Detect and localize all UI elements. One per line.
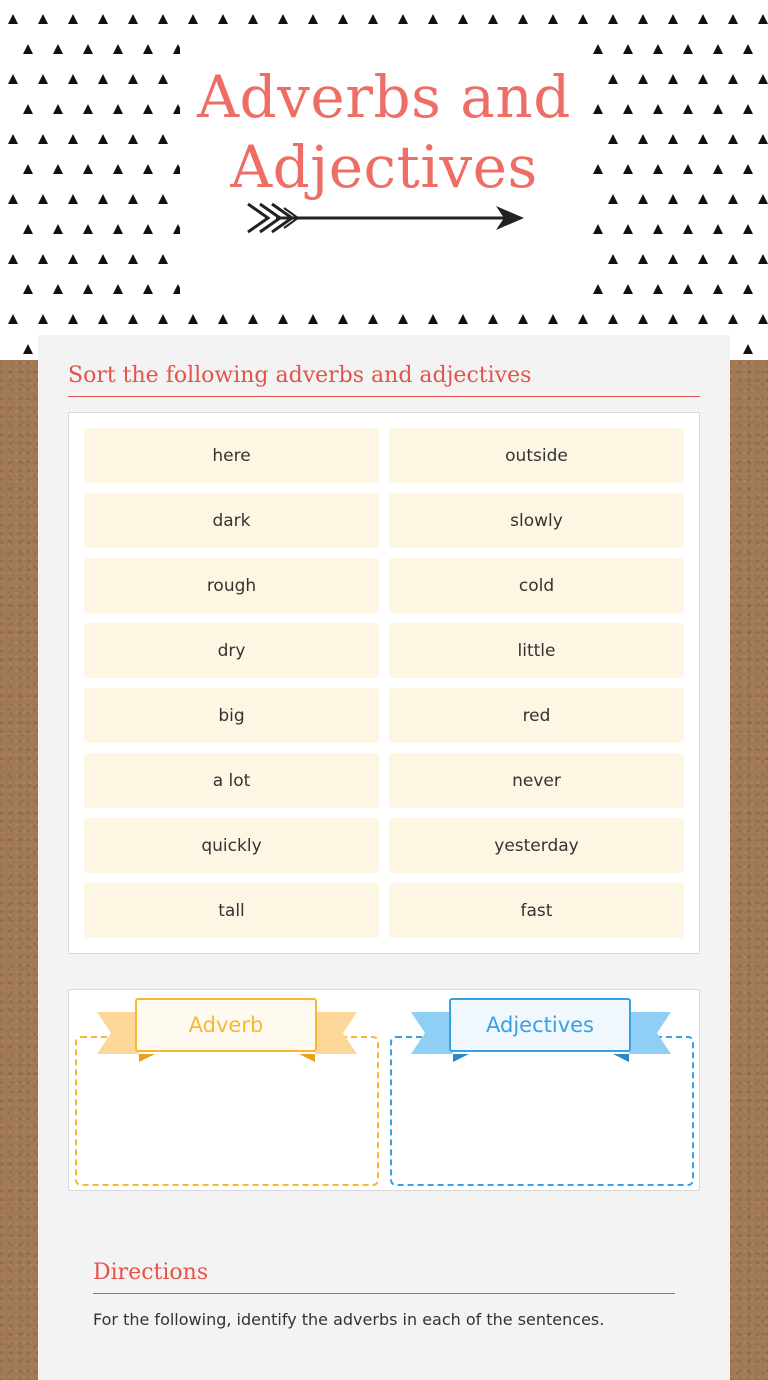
word-tile[interactable]: yesterday xyxy=(389,818,684,873)
adverb-label: Adverb xyxy=(135,998,317,1052)
word-tile[interactable]: dark xyxy=(84,493,379,548)
word-tile[interactable]: a lot xyxy=(84,753,379,808)
sort-area xyxy=(68,989,700,1191)
word-tile[interactable]: rough xyxy=(84,558,379,613)
word-tile[interactable]: big xyxy=(84,688,379,743)
word-tile[interactable]: outside xyxy=(389,428,684,483)
title-line-1: Adverbs and xyxy=(197,63,571,131)
title-block xyxy=(180,40,588,300)
word-tile[interactable]: cold xyxy=(389,558,684,613)
word-tile[interactable]: fast xyxy=(389,883,684,938)
word-tile[interactable]: slowly xyxy=(389,493,684,548)
adjectives-label: Adjectives xyxy=(449,998,631,1052)
page-title xyxy=(180,62,588,202)
word-tile[interactable]: tall xyxy=(84,883,379,938)
word-tile[interactable]: here xyxy=(84,428,379,483)
word-tile[interactable]: quickly xyxy=(84,818,379,873)
directions-title: Directions xyxy=(93,1260,675,1294)
header-banner xyxy=(0,0,768,360)
word-tile[interactable]: little xyxy=(389,623,684,678)
word-tile[interactable]: never xyxy=(389,753,684,808)
word-grid xyxy=(84,428,684,938)
arrow-icon xyxy=(246,200,526,236)
title-line-2: Adjectives xyxy=(230,133,538,201)
directions-text: For the following, identify the adverbs in each of the sentences. xyxy=(93,1310,605,1329)
word-bank xyxy=(68,412,700,954)
worksheet-card xyxy=(38,335,730,1380)
word-tile[interactable]: dry xyxy=(84,623,379,678)
word-tile[interactable]: red xyxy=(389,688,684,743)
sort-section-title: Sort the following adverbs and adjectives xyxy=(68,363,700,397)
